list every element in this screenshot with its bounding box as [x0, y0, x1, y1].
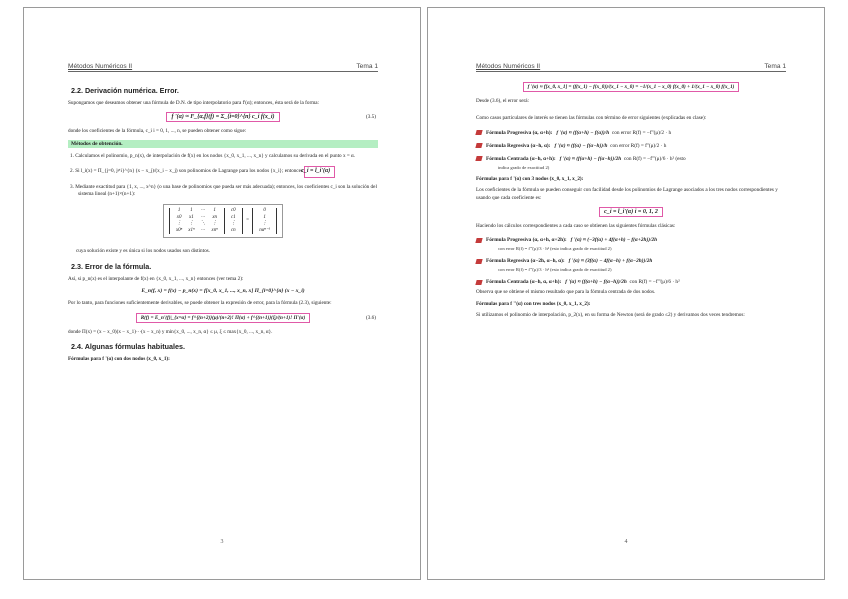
top-equation	[476, 82, 786, 92]
matrix-cell: 1	[177, 208, 181, 214]
formula-box: f '(α) ≈ f[x_0, x_1] = (f(x_1) − f(x_0))/(x_1 − x_0) = −1/(x_1 − x_0) f(x_0) + 1/(x_1 − x_0) f(x_1)	[523, 82, 740, 92]
paragraph: donde Π(x) = (x − x_0)(x − x_1)···(x − x_n) y min{x_0, ..., x_n, α} ≤ μ, ξ ≤ max{x_0, ..., x_n, α}.	[68, 328, 273, 335]
vector-cell: c1	[230, 214, 236, 220]
page-number: 4	[624, 539, 628, 545]
equation-number: (3.5)	[366, 114, 376, 121]
header-title: Métodos Numéricos II	[476, 63, 541, 70]
list-item: 1. Calculamos el polinomio, p_n(x), de interpolación de f(x) en los nodos {x_0, x_1, ..., x_n} y calculamos su derivada en el punto x = α.	[70, 152, 356, 159]
vector-cell: nαⁿ⁻¹	[259, 227, 271, 233]
matrix-cell: ···	[201, 214, 205, 220]
methods-banner: Métodos de obtención.	[68, 140, 378, 148]
formula-box: R(f) = E_n'(f)|_{x=α} = f^{(n+2)}(μ)/(n+2)! Π(α) + f^{(n+1)}(ξ)/(n+1)! Π'(α)	[136, 313, 311, 323]
linear-system-matrix: 1 1 ··· 1 x0 x1 ··· xn ⋮ ⋮ ⋱ ⋮ x0ⁿ x1ⁿ ··· xnⁿ c0 c1 ⋮ cn = 0 1 ⋮ nαⁿ⁻¹	[163, 204, 283, 238]
header-title: Métodos Numéricos II	[68, 63, 133, 70]
vector-cell: ⋮	[230, 221, 236, 227]
error-term: con error R(f) = f'''(μ)/3 · h² (esto indica grado de exactitud 2)	[498, 267, 612, 273]
matrix-cell: x1	[189, 214, 194, 220]
error-equation	[68, 288, 378, 294]
list-item	[68, 166, 378, 177]
formula-item	[476, 258, 786, 264]
formula: f '(α) ≈ (3f(α) − 4f(α−h) + f(α−2h))/2h	[568, 258, 653, 265]
matrix-cell: x0	[176, 214, 182, 220]
matrix-cell: ⋮	[176, 221, 182, 227]
matrix-cell: 1	[213, 208, 216, 214]
formula-item	[476, 143, 786, 149]
paragraph: donde los coeficientes de la fórmula, c_i i = 0, 1, ..., n, se pueden obtener como sigue:	[68, 128, 247, 135]
formula: f '(α) ≈ (f(α) − f(α−h))/h	[554, 142, 608, 149]
paragraph: Desde (3.6), el error será:	[476, 98, 530, 104]
pencil-icon	[475, 238, 482, 243]
paragraph: cuya solución existe y es única si los nodos usados son distintos.	[76, 248, 211, 255]
formula-item	[476, 237, 786, 243]
page-header	[68, 63, 378, 72]
formula-item	[476, 279, 786, 285]
error-term: con error R(f) = f'''(μ)/3 · h² (esto indica grado de exactitud 2)	[498, 246, 612, 252]
error-term: con error R(f) = f''(μ)/2 · h	[610, 142, 667, 149]
section-heading: 2.4. Algunas fórmulas habituales.	[71, 342, 185, 352]
formula-label: Fórmula Regresiva (α−2h, α−h, α):	[486, 258, 565, 265]
equation-3-5	[68, 112, 378, 122]
section-heading: 2.2. Derivación numérica. Error.	[71, 86, 179, 95]
pencil-icon	[475, 280, 482, 285]
formula: E_n(f, x) = f(x) − p_n(x) = f[x_0, x_1, ..., x_n, x] Π_{i=0}^{n} (x − x_i)	[141, 288, 305, 295]
header-topic: Tema 1	[356, 63, 378, 70]
section-heading: 2.3. Error de la fórmula.	[71, 261, 152, 271]
error-term: con R(f) = −f'''(μ)/6 · h²	[629, 279, 680, 286]
list-item-text: 2. Si l_i(x) = Π_{j=0, j≠i}^{n} (x − x_j)/(x_i − x_j) son polinomios de Lagrange para los nodos {x_i}; entonces	[70, 168, 303, 175]
vector-cell: ⋮	[262, 221, 268, 227]
matrix-cell: xnⁿ	[211, 227, 218, 233]
matrix-cell: ⋱	[200, 221, 206, 227]
formula-box: f '(α) ≈ F_{α,f}(f) = Σ_{i=0}^{n} c_i f(x_i)	[166, 112, 279, 122]
formula-item	[476, 156, 786, 162]
page-number: 3	[220, 539, 224, 545]
coef-equation	[476, 207, 786, 217]
formula: f '(α) ≈ (f(α+h) − f(α))/h	[556, 129, 610, 136]
paragraph: Observa que se obtiene el mismo resultado que para la fórmula centrada de dos nodos.	[476, 289, 656, 296]
paragraph: Como casos particulares de interés se tienen las fórmulas con término de error siguientes (explicadas en clase):	[476, 115, 707, 122]
paragraph: Si utilizamos el polinomio de interpolación, p_2(x), en su forma de Newton (será de grado ≤2) y derivamos dos veces tendremos:	[476, 312, 745, 319]
vector-cell: 1	[263, 214, 266, 220]
matrix-cell: ···	[201, 208, 205, 214]
formula-box: c_i = l_i'(α)	[304, 166, 335, 177]
matrix-cell: ⋮	[188, 221, 194, 227]
formula-label: Fórmula Centrada (α−h, α, α+h):	[486, 279, 562, 286]
list-item: 3. Mediante exactitud para {1, x, ..., x^n} (o una base de polinomios que pueda ser más adecuada); entonces, los coeficientes c_i son la solución del sistema lineal (n+1)×(n+1):	[70, 183, 377, 198]
paragraph: Supongamos que deseamos obtener una fórmula de D.N. de tipo interpolatorio para f'(α); entonces, ésta será de la forma:	[68, 100, 319, 106]
formula-label: Fórmula Progresiva (α, α+h, α+2h):	[486, 237, 567, 244]
matrix-cell: ⋮	[212, 221, 218, 227]
pencil-icon	[475, 259, 482, 264]
paragraph: Los coeficientes de la fórmula se pueden conseguir con facilidad desde los polinomios de Lagrange asociados a los tres nodos correspondientes y usando que cada coeficiente es:	[476, 187, 778, 201]
vector-cell: cn	[230, 227, 236, 233]
paragraph: Fórmulas para f '(α) con 3 nodos (x_0, x_1, x_2):	[476, 175, 584, 182]
error-term: con R(f) = −f'''(μ)/6 · h² (esto	[623, 155, 686, 162]
page-4	[427, 7, 825, 580]
paragraph: Fórmulas para f '(α) con dos nodos (x_0, x_1):	[68, 356, 170, 363]
paragraph: Así, si p_n(x) es el interpolante de f(x) en {x_0, x_1, ..., x_n} entonces (ver tema 2):	[68, 275, 244, 282]
formula-label: Fórmula Progresiva (α, α+h):	[486, 129, 553, 136]
pencil-icon	[475, 143, 482, 148]
matrix-cell: x0ⁿ	[175, 227, 183, 233]
equation-3-6	[68, 313, 378, 323]
matrix-cell: xn	[212, 214, 218, 220]
note: indica grado de exactitud 2)	[498, 164, 550, 170]
page-header	[476, 63, 786, 72]
paragraph: Por lo tanto, para funciones suficientemente derivables, se puede obtener la expresión de error, para la fórmula (2.3), siguiente:	[68, 300, 332, 307]
paragraph: Fórmulas para f ''(α) con tres nodos (x_0, x_1, x_2):	[476, 300, 591, 307]
pencil-icon	[475, 156, 482, 161]
error-term: con error R(f) = −f''(μ)/2 · h	[611, 129, 672, 136]
paragraph: Haciendo los cálculos correspondientes a cada caso se obtienen las siguientes fórmulas clásicas:	[476, 223, 676, 230]
page-3	[23, 7, 421, 580]
formula-label: Fórmula Centrada (α−h, α+h):	[486, 155, 556, 162]
vector-cell: c0	[230, 208, 236, 214]
vector-cell: 0	[263, 208, 266, 214]
matrix-cell: ···	[201, 227, 205, 233]
equation-number: (3.6)	[366, 314, 376, 321]
pencil-icon	[475, 130, 482, 135]
matrix-cell: 1	[190, 208, 193, 214]
matrix-cell: x1ⁿ	[188, 227, 195, 233]
formula: f '(α) ≈ (f(α+h) − f(α−h))/2h	[565, 279, 627, 286]
formula: f '(α) ≈ (f(α+h) − f(α−h))/2h	[559, 155, 622, 162]
formula-label: Fórmula Regresiva (α−h, α):	[486, 142, 551, 149]
formula-item	[476, 130, 786, 136]
header-topic: Tema 1	[764, 63, 786, 70]
formula: f '(α) ≈ (−3f(α) + 4f(α+h) − f(α+2h))/2h	[570, 237, 658, 244]
formula-box: c_i = l_i'(α) i = 0, 1, 2	[599, 207, 663, 217]
